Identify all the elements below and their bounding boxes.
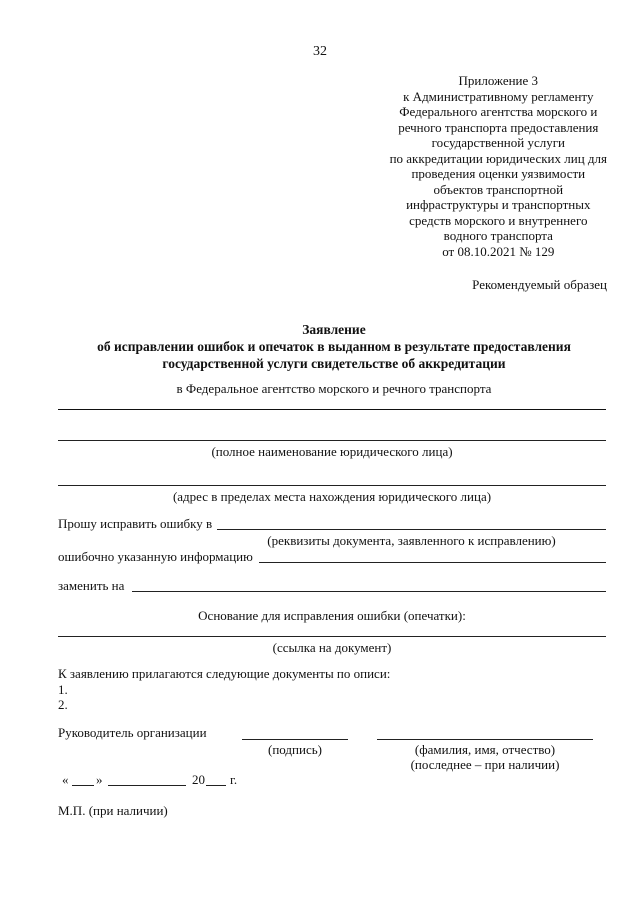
address-caption: (адрес в пределах места нахождения юридического лица) [172,489,492,504]
appendix-line: Федерального агентства морского и [399,104,598,119]
appendix-line: Приложение 3 [458,73,539,88]
fix-error-label: Прошу исправить ошибку в [58,516,213,531]
title-line: государственной услуги свидетельстве об аккредитации [162,356,506,371]
date-day-line[interactable] [72,785,94,786]
fix-error-line[interactable] [217,529,606,530]
legal-name-line[interactable] [58,440,606,441]
date-month-line[interactable] [108,785,186,786]
fio-note-caption: (последнее – при наличии) [410,757,560,772]
replace-with-line[interactable] [132,591,606,592]
appendix-line: инфраструктуры и транспортных [406,197,591,212]
attachment-item-2: 2. [58,697,68,712]
address-line[interactable] [58,485,606,486]
attachments-intro: К заявлению прилагаются следующие документы по описи: [58,666,391,681]
legal-name-caption: (полное наименование юридического лица) [211,444,453,459]
appendix-line: к Административному регламенту [403,88,594,104]
appendix-line: государственной услуги [431,135,566,150]
wrong-info-label: ошибочно указанную информацию [58,549,253,564]
signature-caption: (подпись) [268,742,322,757]
doc-link-caption: (ссылка на документ) [272,640,392,655]
date-year-prefix: 20 [192,772,205,787]
replace-with-label: заменить на [58,578,125,593]
basis-label: Основание для исправления ошибки (опечатки): [198,608,466,623]
date-open-quote: « [62,772,69,787]
appendix-line: водного транспорта [443,228,553,243]
sample-label: Рекомендуемый образец [472,277,607,292]
page-number: 32 [313,44,327,59]
fio-caption: (фамилия, имя, отчество) [414,742,556,757]
appendix-line: средств морского и внутреннего [409,212,588,228]
appendix-header [390,73,607,259]
date-year-suffix: г. [230,772,238,787]
document-title [52,321,616,372]
fio-line[interactable] [377,739,593,740]
head-of-org-label: Руководитель организации [58,725,207,740]
date-year-line[interactable] [206,785,226,786]
addressee: в Федеральное агентство морского и речного транспорта [176,381,492,396]
attachment-item-1: 1. [58,682,68,697]
basis-line[interactable] [58,636,606,637]
appendix-line: объектов транспортной [433,181,564,197]
wrong-info-line[interactable] [259,562,606,563]
signature-line[interactable] [242,739,348,740]
date-close-quote: » [96,772,103,787]
addressee-line[interactable] [58,409,606,410]
appendix-line: речного транспорта предоставления [398,119,599,135]
appendix-line: проведения оценки уязвимости [411,166,586,181]
seal-label: М.П. (при наличии) [58,803,168,818]
title-line: Заявление [302,322,366,337]
appendix-line: по аккредитации юридических лиц для [389,150,607,166]
appendix-line: от 08.10.2021 № 129 [442,243,555,259]
doc-details-caption: (реквизиты документа, заявленного к исправлению) [267,533,556,548]
title-line: об исправлении ошибок и опечаток в выданном в результате предоставления [97,339,571,354]
